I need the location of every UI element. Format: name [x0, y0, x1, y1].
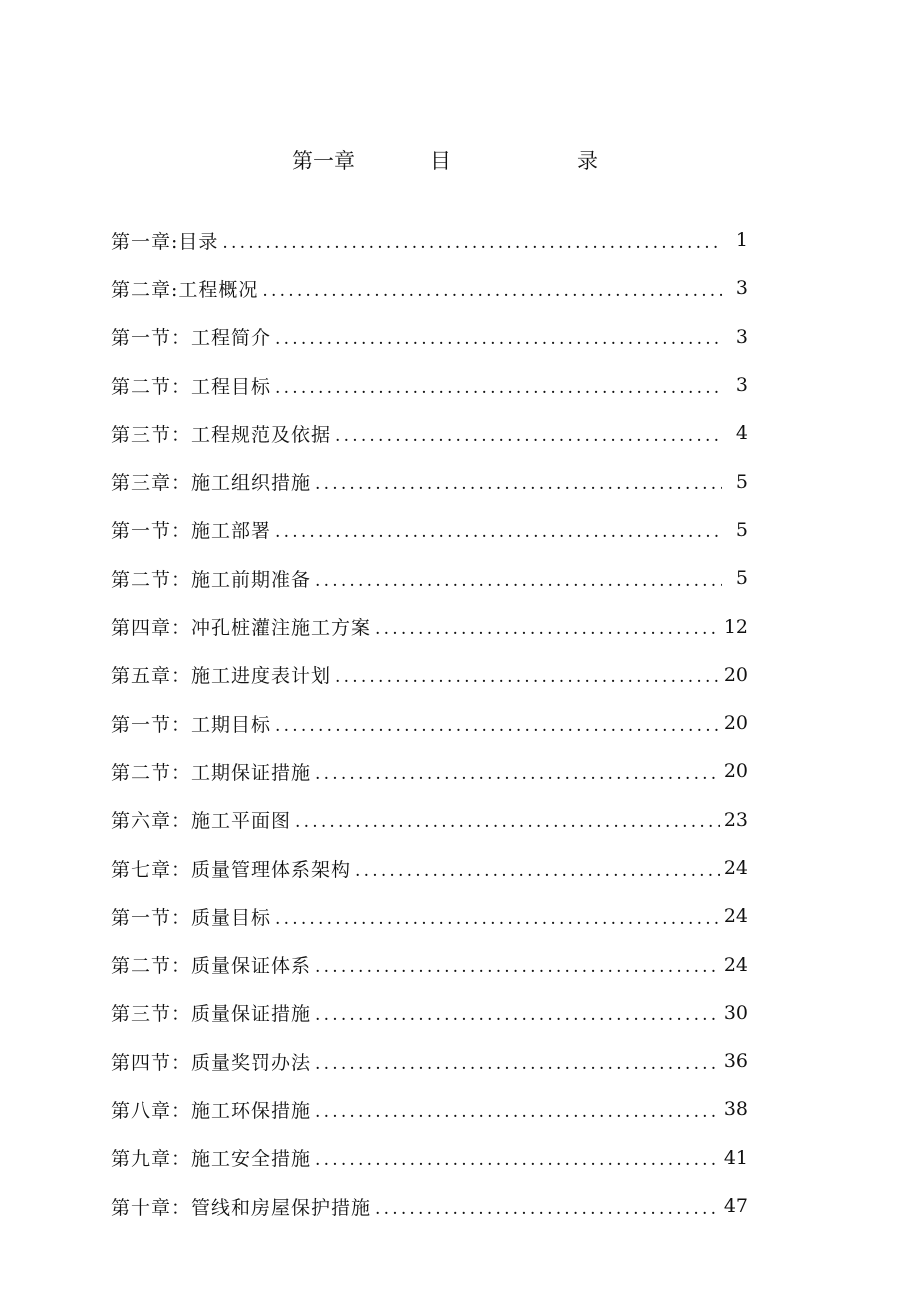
toc-page-number: 47 [723, 1195, 748, 1218]
toc-entry[interactable] [111, 940, 748, 988]
toc-dot-leader [222, 235, 722, 252]
toc-entry[interactable] [111, 457, 748, 505]
toc-page-number: 1 [735, 229, 748, 252]
toc-page-number: 23 [723, 808, 748, 831]
toc-entry-label: 第三节：工程规范及依据 [111, 423, 332, 446]
toc-dot-leader [275, 718, 720, 735]
toc-entry-label: 第一章:目录 [111, 230, 219, 253]
toc-entry[interactable] [111, 506, 748, 554]
title-mu: 目 [430, 149, 451, 173]
toc-dot-leader [315, 1152, 720, 1169]
toc-page-number: 30 [723, 1001, 748, 1024]
toc-dot-leader [315, 573, 722, 590]
toc-entry-label: 第二节：工程目标 [111, 375, 272, 398]
toc-page-number: 36 [723, 1050, 748, 1073]
toc-dot-leader [355, 863, 720, 880]
toc-dot-leader [375, 621, 720, 638]
toc-page-number: 20 [723, 760, 748, 783]
toc-dot-leader [275, 911, 720, 928]
toc-dot-leader [275, 331, 722, 348]
toc-entry-label: 第一节：质量目标 [111, 906, 272, 929]
toc-dot-leader [315, 766, 720, 783]
title-chapter: 第一章 [292, 149, 355, 173]
toc-page-number: 24 [723, 905, 748, 928]
table-of-contents [111, 216, 748, 1230]
toc-entry[interactable] [111, 602, 748, 650]
toc-entry[interactable] [111, 264, 748, 312]
toc-dot-leader [295, 814, 720, 831]
toc-entry-label: 第四节：质量奖罚办法 [111, 1051, 312, 1074]
toc-page-number: 12 [723, 615, 748, 638]
toc-entry[interactable] [111, 1037, 748, 1085]
toc-entry[interactable] [111, 1134, 748, 1182]
toc-page-number: 3 [735, 277, 748, 300]
toc-entry[interactable] [111, 892, 748, 940]
toc-entry[interactable] [111, 554, 748, 602]
toc-entry-label: 第二节：施工前期准备 [111, 568, 312, 591]
toc-entry[interactable] [111, 844, 748, 892]
toc-dot-leader [275, 380, 722, 397]
toc-dot-leader [275, 524, 722, 541]
toc-page-number: 4 [735, 422, 748, 445]
toc-dot-leader [315, 1056, 720, 1073]
toc-entry-label: 第七章：质量管理体系架构 [111, 858, 352, 881]
toc-entry-label: 第一节：施工部署 [111, 520, 272, 543]
toc-entry-label: 第十章：管线和房屋保护措施 [111, 1196, 372, 1219]
toc-entry-label: 第二章:工程概况 [111, 278, 259, 301]
page-title [0, 144, 920, 178]
toc-entry-label: 第二节：工期保证措施 [111, 761, 312, 784]
toc-page-number: 24 [723, 953, 748, 976]
toc-entry-label: 第四章：冲孔桩灌注施工方案 [111, 617, 372, 640]
toc-dot-leader [315, 959, 720, 976]
toc-page-number: 24 [723, 857, 748, 879]
toc-entry[interactable] [111, 699, 748, 747]
toc-entry-label: 第一节：工程简介 [111, 327, 272, 350]
toc-dot-leader [335, 428, 722, 445]
toc-entry-label: 第二节：质量保证体系 [111, 955, 312, 978]
toc-entry-label: 第一节：工期目标 [111, 713, 272, 736]
toc-page-number: 20 [723, 663, 748, 686]
toc-dot-leader [315, 1104, 720, 1121]
toc-entry-label: 第九章：施工安全措施 [111, 1148, 312, 1171]
toc-entry[interactable] [111, 747, 748, 795]
toc-page-number: 5 [735, 567, 748, 590]
title-lu: 录 [577, 149, 598, 173]
toc-entry-label: 第六章：施工平面图 [111, 810, 292, 833]
toc-page-number: 20 [723, 712, 748, 735]
toc-page-number: 3 [735, 374, 748, 397]
toc-dot-leader [315, 476, 722, 493]
toc-dot-leader [315, 1007, 720, 1024]
toc-entry[interactable] [111, 1085, 748, 1133]
toc-entry[interactable] [111, 651, 748, 699]
toc-entry-label: 第三节：质量保证措施 [111, 1003, 312, 1026]
toc-dot-leader [262, 283, 722, 300]
toc-entry[interactable] [111, 409, 748, 457]
toc-page-number: 38 [723, 1098, 748, 1121]
toc-entry[interactable] [111, 796, 748, 844]
toc-dot-leader [375, 1201, 720, 1218]
toc-entry[interactable] [111, 216, 748, 264]
toc-page-number: 41 [723, 1146, 748, 1169]
toc-entry[interactable] [111, 1182, 748, 1230]
toc-entry[interactable] [111, 989, 748, 1037]
toc-entry-label: 第八章：施工环保措施 [111, 1099, 312, 1122]
toc-entry[interactable] [111, 313, 748, 361]
toc-page-number: 3 [735, 325, 748, 348]
toc-entry[interactable] [111, 361, 748, 409]
toc-entry-label: 第三章：施工组织措施 [111, 472, 312, 495]
toc-entry-label: 第五章：施工进度表计划 [111, 665, 332, 688]
toc-dot-leader [335, 669, 720, 686]
toc-page-number: 5 [735, 518, 748, 541]
toc-page-number: 5 [735, 470, 748, 493]
